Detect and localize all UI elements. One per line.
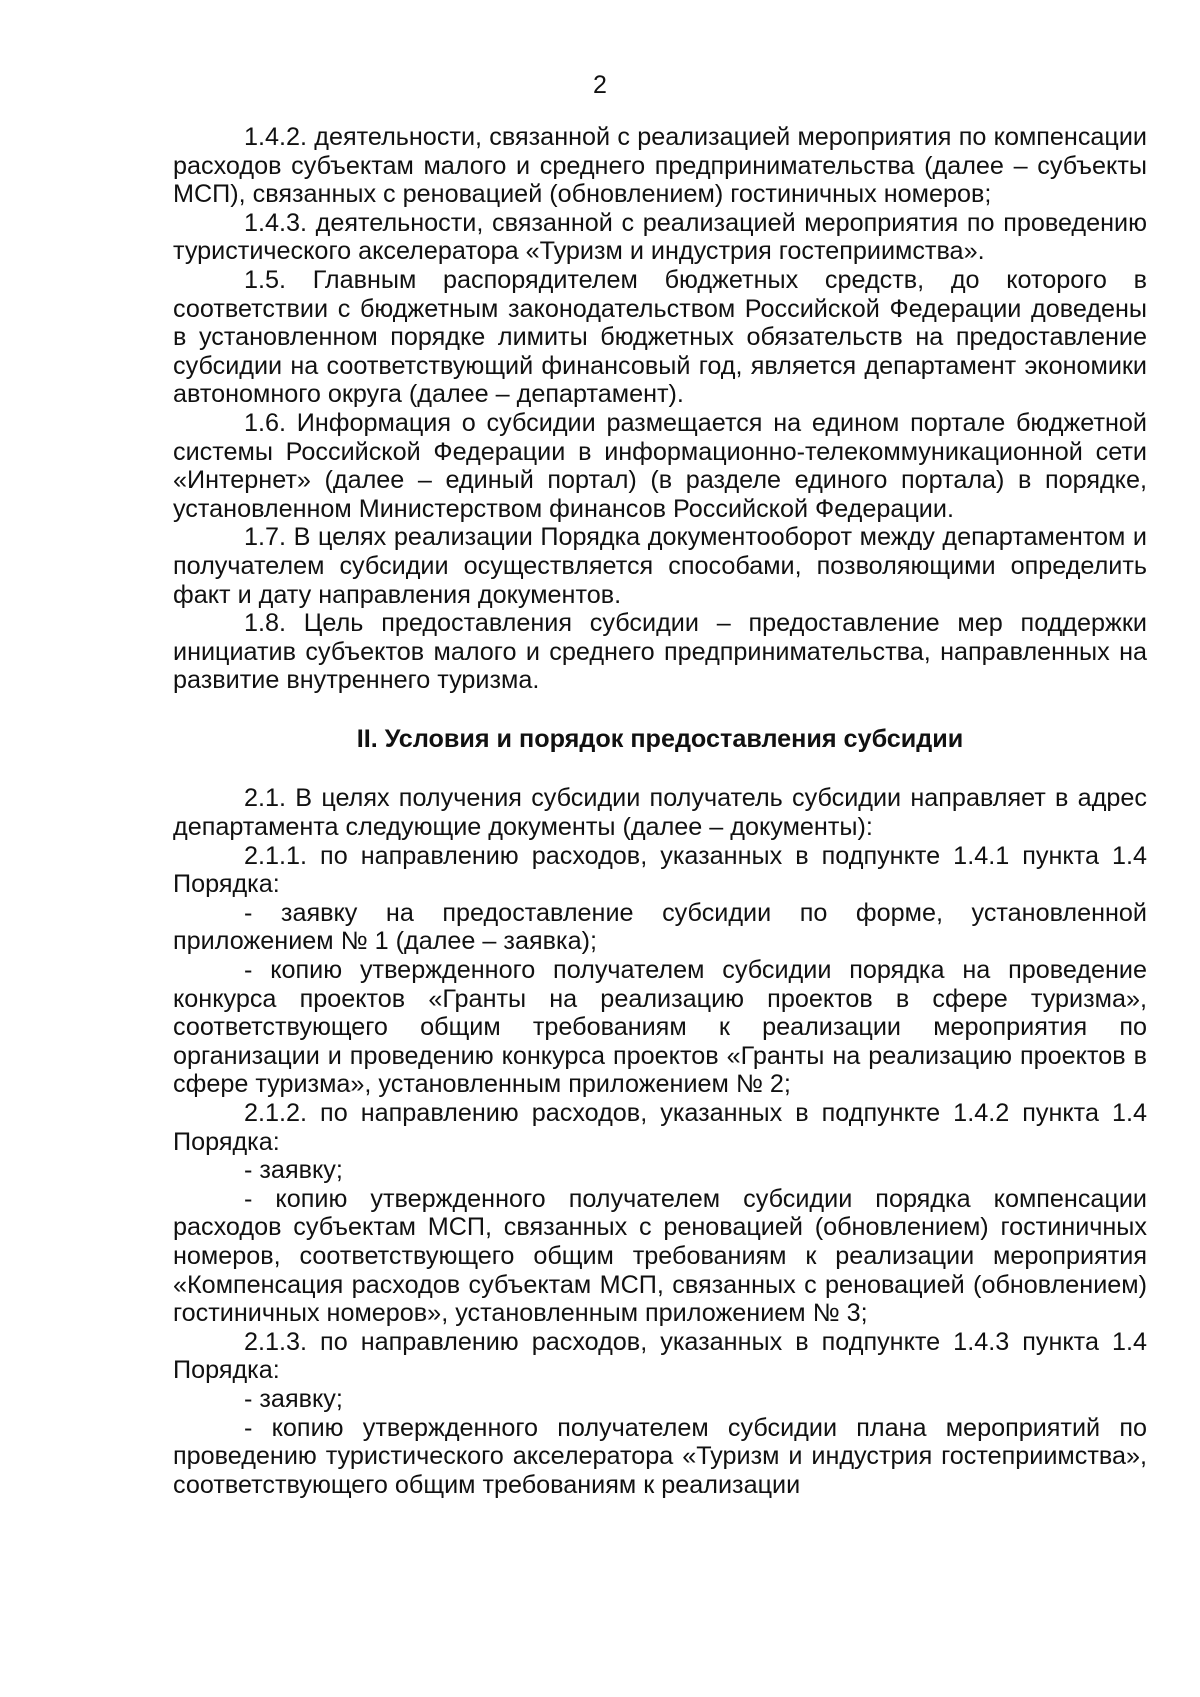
list-item-application: - заявку на предоставление субсидии по форме, установленной приложением № 1 (далее – заявка);: [173, 898, 1147, 956]
paragraph-1-7: 1.7. В целях реализации Порядка документооборот между департаментом и получателем субсидии осуществляется способами, позволяющими определить факт и дату направления документов.: [173, 523, 1147, 609]
paragraph-1-4-2: 1.4.2. деятельности, связанной с реализацией мероприятия по компенсации расходов субъектам малого и среднего предпринимательства (далее – субъекты МСП), связанных с реновацией (обновлением) гостиничных номеров;: [173, 123, 1147, 209]
document-body: [173, 123, 1147, 1499]
list-item-accelerator-plan-copy: - копию утвержденного получателем субсидии плана мероприятий по проведению туристического акселератора «Туризм и индустрия гостеприимства», соответствующего общим требованиям к реализации: [173, 1413, 1147, 1499]
list-item-application: - заявку;: [244, 1156, 343, 1185]
paragraph-2-1: 2.1. В целях получения субсидии получатель субсидии направляет в адрес департамента следующие документы (далее – документы):: [173, 784, 1147, 842]
paragraph-1-4-3: 1.4.3. деятельности, связанной с реализацией мероприятия по проведению туристического акселератора «Туризм и индустрия гостеприимства».: [173, 208, 1147, 266]
paragraph-2-1-3: 2.1.3. по направлению расходов, указанных в подпункте 1.4.3 пункта 1.4 Порядка:: [173, 1327, 1147, 1385]
list-item-compensation-order-copy: - копию утвержденного получателем субсидии порядка компенсации расходов субъектам МСП, связанных с реновацией (обновлением) гостиничных номеров, соответствующего общим требованиям к реализации мероприятия «Компенсация расходов субъектам МСП, связанных с реновацией (обновлением) гостиничных номеров», установленным приложением № 3;: [173, 1184, 1147, 1328]
paragraph-1-5: 1.5. Главным распорядителем бюджетных средств, до которого в соответствии с бюджетным законодательством Российской Федерации доведены в установленном порядке лимиты бюджетных обязательств на предоставление субсидии на соответствующий финансовый год, является департамент экономики автономного округа (далее – департамент).: [173, 265, 1147, 409]
list-item-contest-order-copy: - копию утвержденного получателем субсидии порядка на проведение конкурса проектов «Гранты на реализацию проектов в сфере туризма», соответствующего общим требованиям к реализации мероприятия по организации и проведению конкурса проектов «Гранты на реализацию проектов в сфере туризма», установленным приложением № 2;: [173, 956, 1147, 1099]
list-item-application: - заявку;: [244, 1384, 343, 1413]
paragraph-1-8: 1.8. Цель предоставления субсидии – предоставление мер поддержки инициатив субъектов малого и среднего предпринимательства, направленных на развитие внутреннего туризма.: [173, 609, 1147, 695]
section-two-title: II. Условия и порядок предоставления субсидии: [356, 724, 964, 753]
paragraph-2-1-2: 2.1.2. по направлению расходов, указанных в подпункте 1.4.2 пункта 1.4 Порядка:: [173, 1099, 1147, 1156]
paragraph-1-6: 1.6. Информация о субсидии размещается на едином портале бюджетной системы Российской Федерации в информационно-телекоммуникационной сети «Интернет» (далее – единый портал) (в разделе единого портала) в порядке, установленном Министерством финансов Российской Федерации.: [173, 408, 1147, 523]
paragraph-2-1-1: 2.1.1. по направлению расходов, указанных в подпункте 1.4.1 пункта 1.4 Порядка:: [173, 841, 1147, 899]
page-number: 2: [593, 71, 607, 99]
